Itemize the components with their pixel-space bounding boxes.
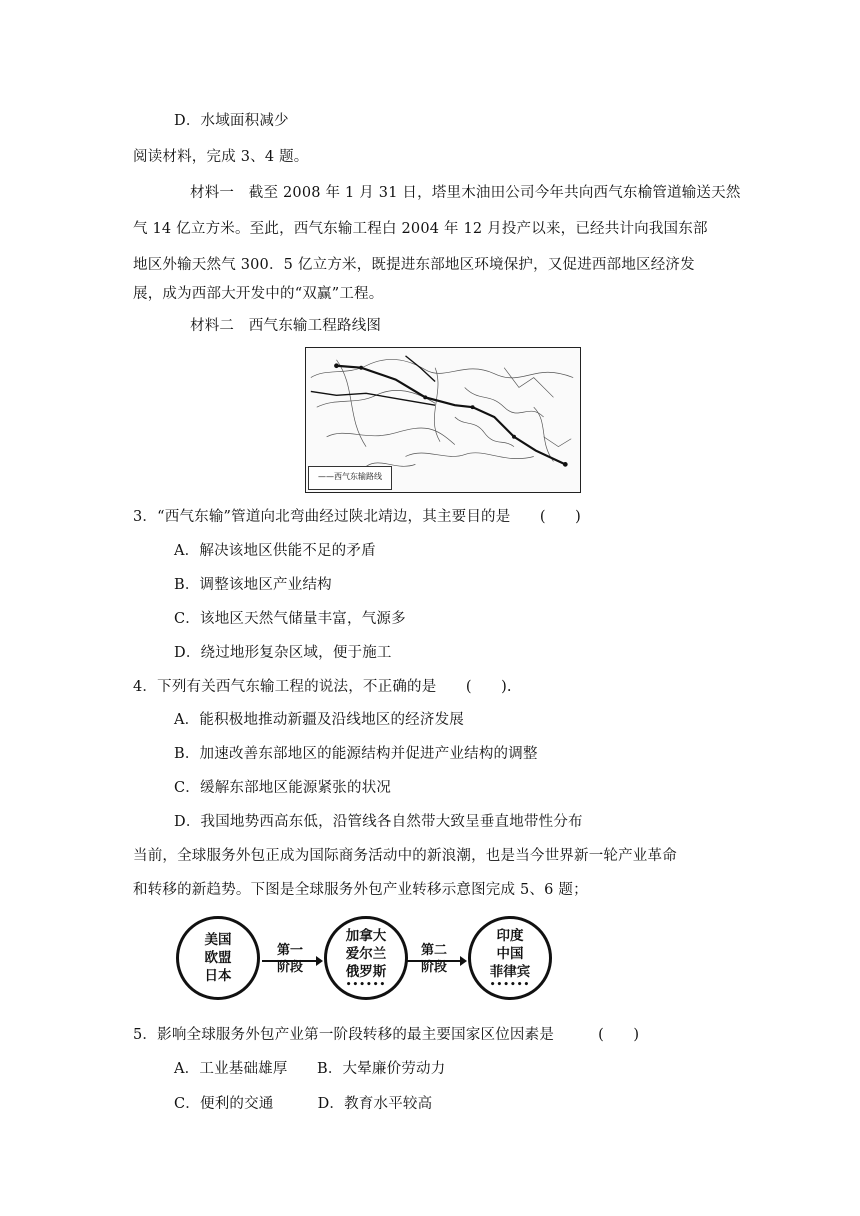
- question-4-stem: 4．下列有关西气东输工程的说法，不正确的是 ( ).: [133, 679, 512, 695]
- country-label: 美国: [204, 932, 232, 948]
- country-label: 中国: [496, 946, 524, 962]
- pipeline-route-map: [305, 347, 581, 493]
- question-5-options-c-d: C．便利的交通 D．教育水平较高: [174, 1096, 433, 1112]
- first-wave-countries-circle: [324, 916, 408, 1000]
- stage-1-arrow: [260, 954, 324, 968]
- instruction-q5-q6-line-2: 和转移的新趋势。下图是全球服务外包产业转移示意图完成 5、6 题；: [133, 882, 588, 898]
- question-4-option-c: C．缓解东部地区能源紧张的状况: [174, 780, 392, 796]
- instruction-q5-q6-line-1: 当前，全球服务外包正成为国际商务活动中的新浪潮，也是当今世界新一轮产业革命: [133, 848, 677, 864]
- stage-2-label: 第二 阶段: [420, 943, 447, 975]
- material-1-line-4: 展，成为西部大开发中的“双赢”工程。: [133, 286, 384, 302]
- material-1-line-3: 地区外输天然气 300．5 亿立方米，既提进东部地区环境保护，又促进西部地区经济发: [133, 257, 695, 273]
- country-label: 菲律宾: [489, 964, 531, 980]
- country-label: 爱尔兰: [345, 946, 387, 962]
- question-3-option-c: C．该地区天然气储量丰富，气源多: [174, 611, 406, 627]
- country-label: 日本: [204, 968, 232, 984]
- stage-1-label: 第一 阶段: [276, 943, 303, 975]
- question-5-stem: 5．影响全球服务外包产业第一阶段转移的最主要国家区位因素是 ( ): [133, 1027, 640, 1043]
- country-label: 加拿大: [345, 928, 387, 944]
- ellipsis-dots: ••••••: [489, 980, 531, 990]
- ellipsis-dots: ••••••: [345, 980, 387, 990]
- question-3-option-b: B．调整该地区产业结构: [174, 577, 332, 593]
- country-label: 欧盟: [204, 950, 232, 966]
- question-4-option-a: A．能积极地推动新疆及沿线地区的经济发展: [174, 712, 464, 728]
- question-4-option-b: B．加速改善东部地区的能源结构并促进产业结构的调整: [174, 746, 538, 762]
- stage-2-arrow: [404, 954, 468, 968]
- map-legend: ——西气东输路线: [308, 466, 392, 490]
- question-3-option-d: D．绕过地形复杂区域，便于施工: [174, 645, 392, 661]
- instruction-q3-q4: 阅读材料，完成 3、4 题。: [133, 149, 309, 165]
- question-3-stem: 3．“西气东输”管道向北弯曲经过陕北靖边，其主要目的是 ( ): [133, 509, 581, 525]
- question-3-option-a: A．解决该地区供能不足的矛盾: [174, 543, 376, 559]
- question-2-option-d: D．水域面积减少: [174, 113, 289, 129]
- country-label: 印度: [496, 928, 524, 944]
- second-wave-countries-circle: [468, 916, 552, 1000]
- material-1-line-1: 材料一 截至 2008 年 1 月 31 日，塔里木油田公司今年共向西气东榆管道输送天然: [190, 185, 741, 201]
- question-5-options-a-b: A．工业基础雄厚 B．大晕廉价劳动力: [174, 1061, 446, 1077]
- country-label: 俄罗斯: [345, 964, 387, 980]
- question-4-option-d: D．我国地势西高东低，沿管线各自然带大致呈垂直地带性分布: [174, 814, 583, 830]
- outsourcing-transfer-diagram: [162, 912, 702, 1010]
- source-countries-circle: [176, 916, 260, 1000]
- material-2-caption: 材料二 西气东输工程路线图: [190, 318, 382, 334]
- material-1-line-2: 气 14 亿立方米。至此，西气东输工程白 2004 年 12 月投产以来，已经共计向我国东部: [133, 221, 708, 237]
